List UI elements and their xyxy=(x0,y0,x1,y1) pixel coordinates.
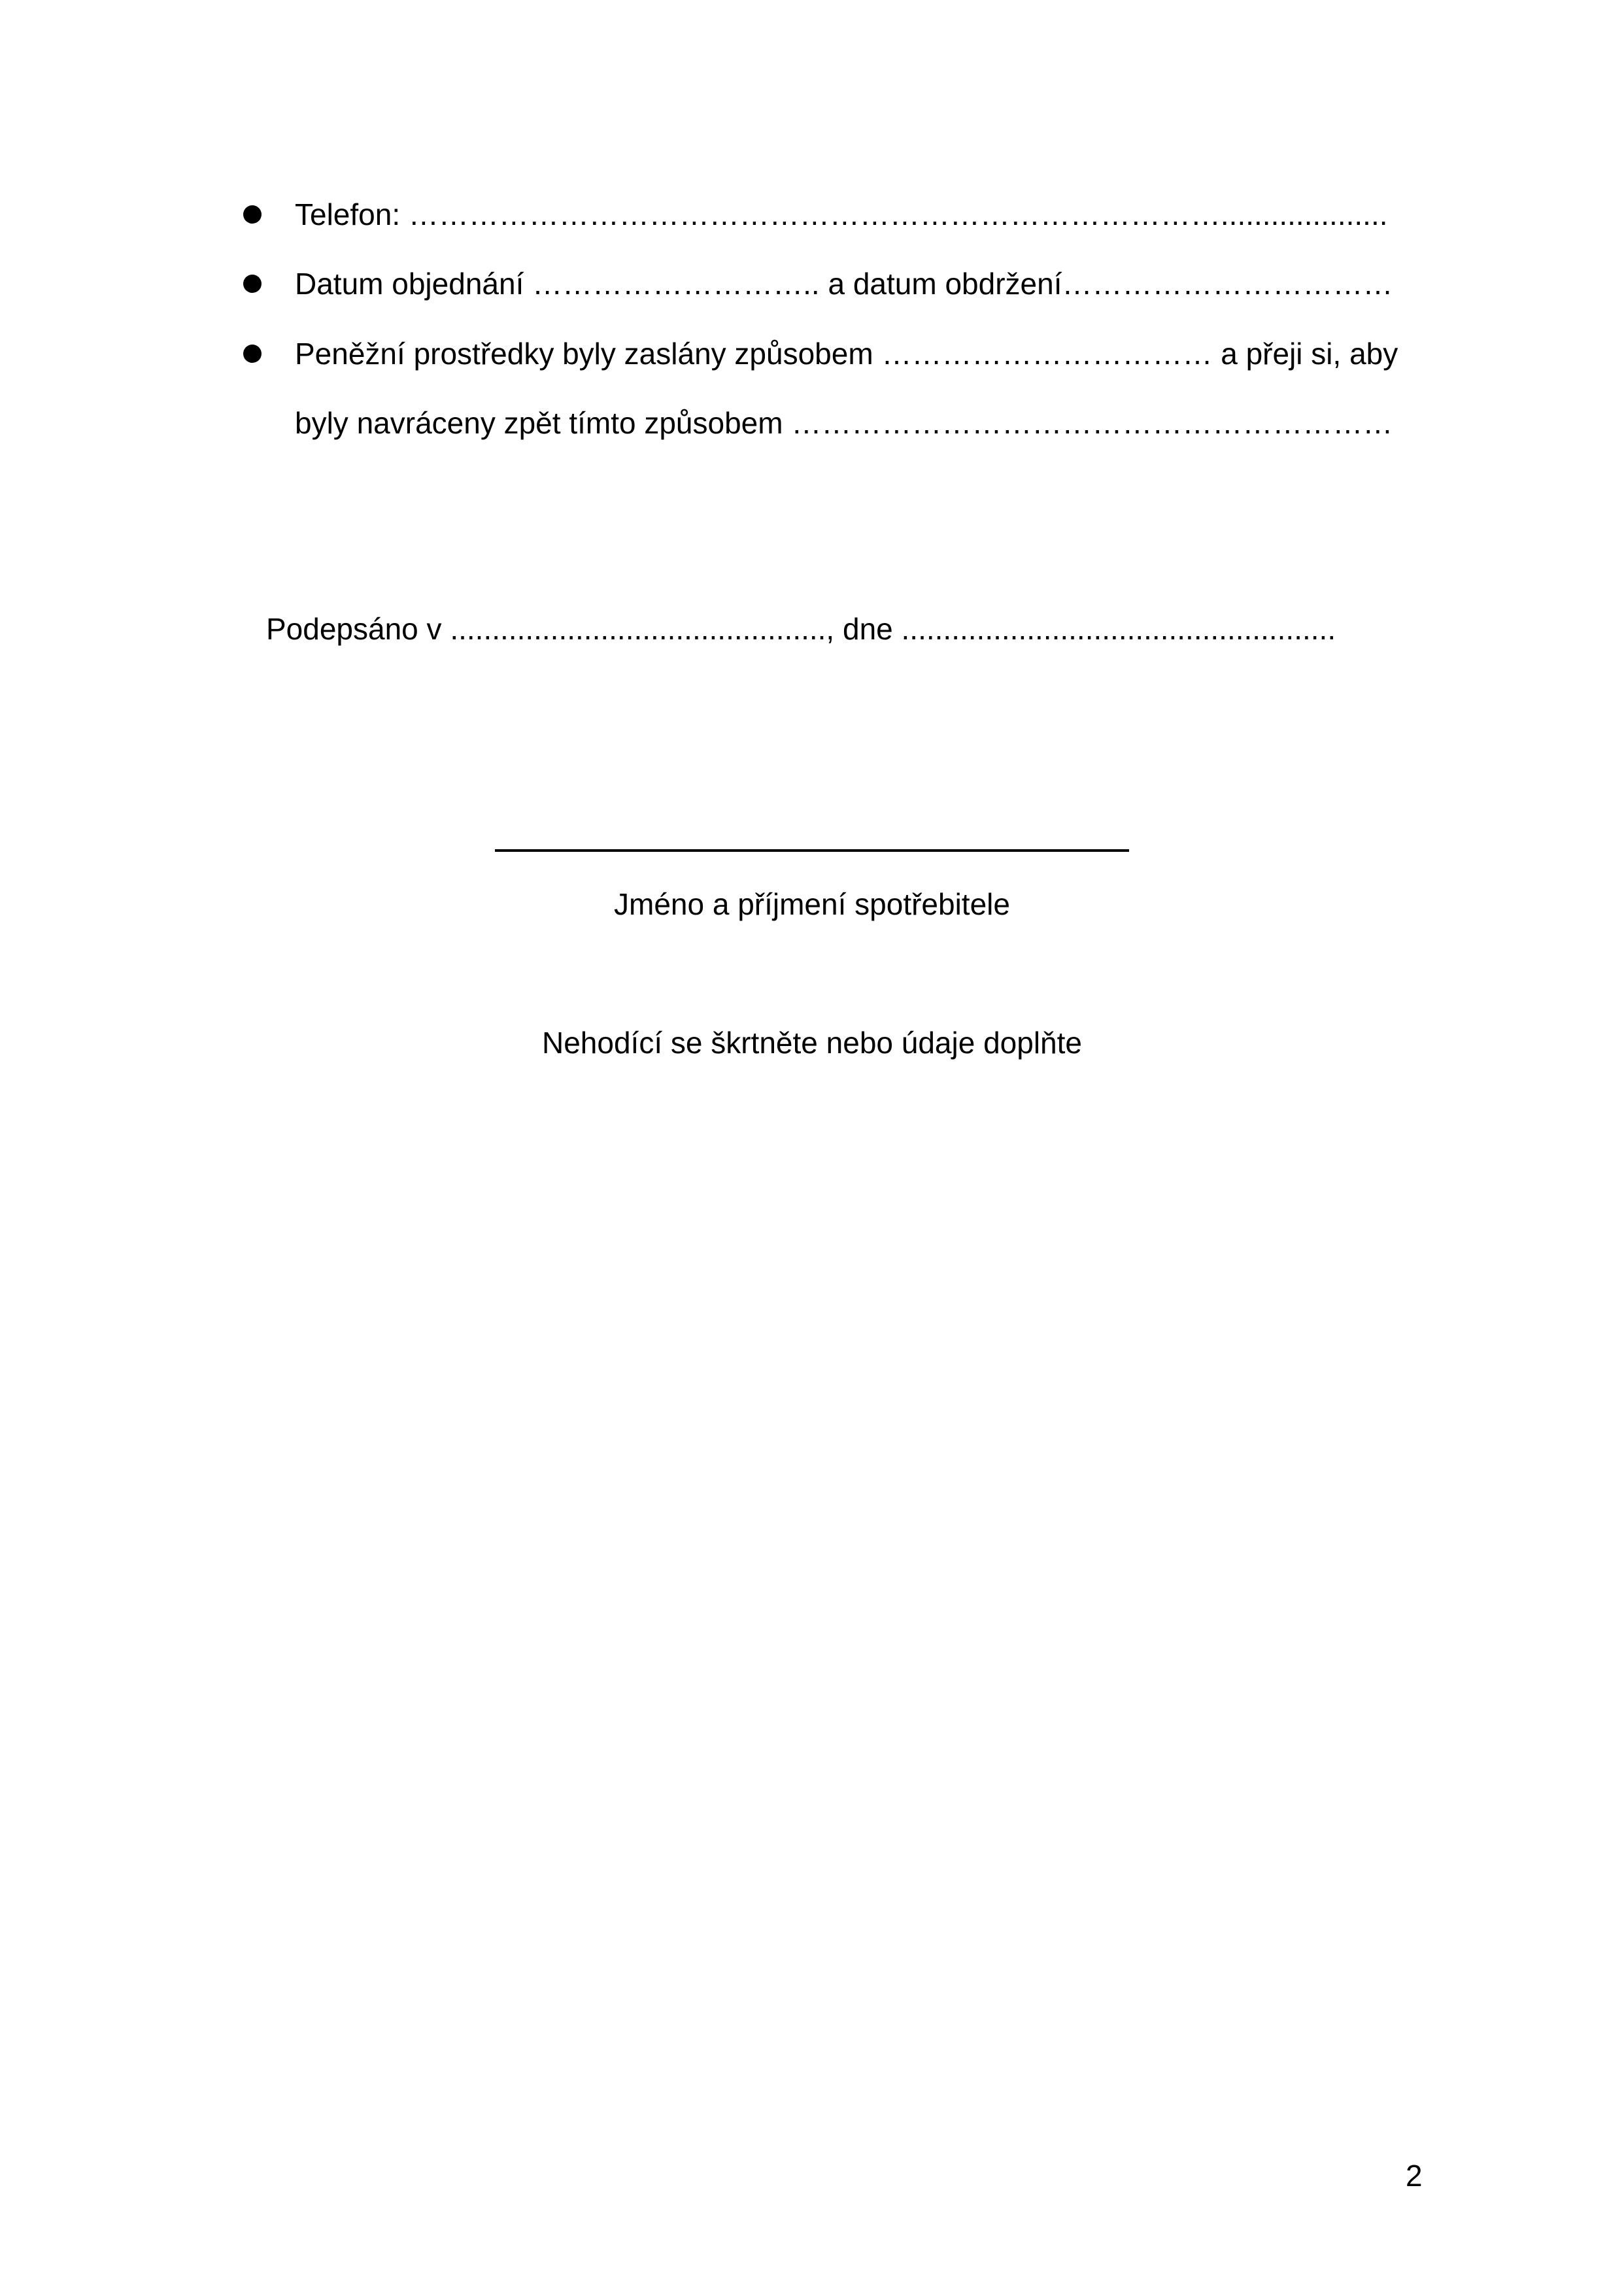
page-number: 2 xyxy=(1406,2159,1423,2193)
datum-line: Datum objednání ……………………….. a datum obdržení…………………………… xyxy=(295,267,1393,301)
instruction-note: Nehodící se škrtněte nebo údaje doplňte xyxy=(541,1026,1083,1060)
signed-place-date-line: Podepsáno v ............................................., dne .................................................... xyxy=(266,612,1336,646)
signature-line xyxy=(495,849,1129,852)
prostredky-line-1: Peněžní prostředky byly zaslány způsobem …………………………… a přeji si, aby xyxy=(295,337,1398,371)
telefon-line: Telefon: ……………………………………………………………………….................... xyxy=(295,197,1388,231)
signature-label: Jméno a příjmení spotřebitele xyxy=(614,887,1010,921)
prostredky-line-2: byly navráceny zpět tímto způsobem …………………………………………………… xyxy=(295,406,1393,440)
bullet-prostredky xyxy=(243,345,262,363)
bullet-telefon xyxy=(243,205,262,224)
bullet-datum xyxy=(243,275,262,293)
